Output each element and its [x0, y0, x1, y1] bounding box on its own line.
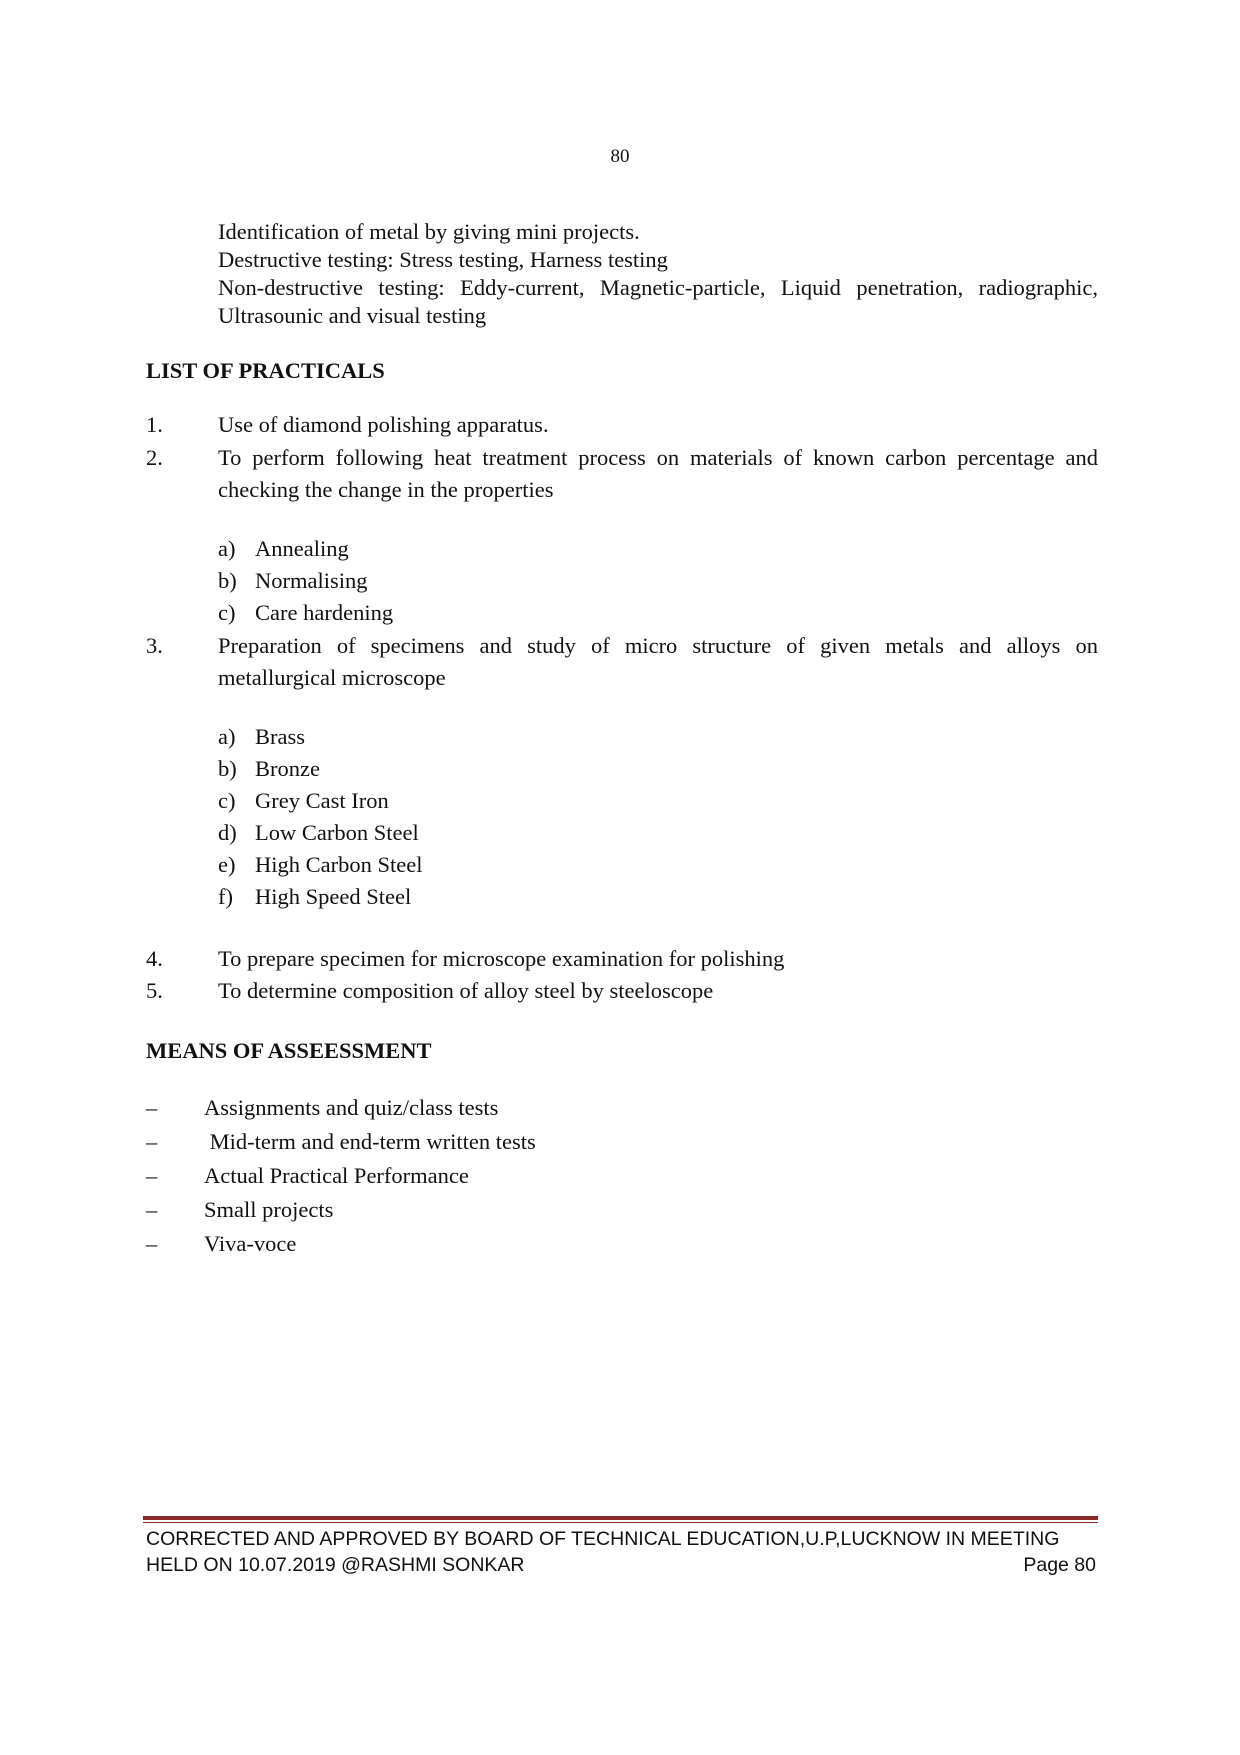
sub-item-text: Normalising — [255, 568, 368, 593]
practical-number: 5. — [146, 978, 163, 1003]
page-number: 80 — [610, 146, 630, 167]
sub-item-text: Brass — [255, 724, 305, 749]
footer-page-label: Page 80 — [1023, 1554, 1096, 1576]
sub-item-letter: e) — [218, 852, 236, 877]
sub-item-letter: a) — [218, 724, 236, 749]
intro-line: Identification of metal by giving mini projects. — [218, 219, 640, 244]
practical-text: To determine composition of alloy steel by steeloscope — [218, 978, 714, 1003]
practical-number: 4. — [146, 946, 163, 971]
practical-text: Use of diamond polishing apparatus. — [218, 412, 549, 437]
intro-block — [218, 218, 1098, 330]
practicals-heading: LIST OF PRACTICALS — [146, 358, 385, 383]
sub-item-letter: c) — [218, 788, 236, 813]
sub-item-letter: b) — [218, 756, 237, 781]
footer-line: CORRECTED AND APPROVED BY BOARD OF TECHNICAL EDUCATION,U.P,LUCKNOW IN MEETING — [146, 1528, 1060, 1550]
sub-item-text: Bronze — [255, 756, 320, 781]
dash-bullet: – — [146, 1163, 158, 1188]
sub-item-text: High Carbon Steel — [255, 852, 423, 877]
sub-item-text: Low Carbon Steel — [255, 820, 419, 845]
assessment-item: Small projects — [204, 1197, 334, 1222]
footer-line-2 — [146, 1552, 1096, 1578]
practical-number: 3. — [146, 633, 163, 658]
sub-item-text: Grey Cast Iron — [255, 788, 389, 813]
practical-number: 2. — [146, 445, 163, 470]
dash-bullet: – — [146, 1095, 158, 1120]
assessment-item: Mid-term and end-term written tests — [204, 1129, 536, 1154]
sub-item-letter: c) — [218, 600, 236, 625]
sub-item-letter: b) — [218, 568, 237, 593]
footer-rule-thin — [143, 1522, 1098, 1523]
dash-bullet: – — [146, 1197, 158, 1222]
sub-item-text: Annealing — [255, 536, 349, 561]
footer-rule — [143, 1516, 1098, 1520]
footer-meeting-info: HELD ON 10.07.2019 @RASHMI SONKAR — [146, 1554, 525, 1576]
footer — [146, 1526, 1096, 1578]
practical-text: To perform following heat treatment process on materials of known carbon percentage and checking the change in the properties — [218, 445, 1098, 502]
intro-line: Destructive testing: Stress testing, Harness testing — [218, 247, 668, 272]
sub-item-letter: f) — [218, 884, 233, 909]
sub-item-letter: d) — [218, 820, 237, 845]
assessment-item: Viva-voce — [204, 1231, 297, 1256]
sub-item-letter: a) — [218, 536, 236, 561]
practical-text: To prepare specimen for microscope examination for polishing — [218, 946, 785, 971]
practical-number: 1. — [146, 412, 163, 437]
dash-bullet: – — [146, 1231, 158, 1256]
intro-line: Non-destructive testing: Eddy-current, Magnetic-particle, Liquid penetration, radiographic, Ultrasounic and visual testing — [218, 275, 1098, 328]
practical-text: Preparation of specimens and study of micro structure of given metals and alloys on metallurgical microscope — [218, 633, 1098, 690]
assessment-item: Actual Practical Performance — [204, 1163, 469, 1188]
sub-item-text: High Speed Steel — [255, 884, 412, 909]
assessment-heading: MEANS OF ASSEESSMENT — [146, 1038, 432, 1063]
sub-item-text: Care hardening — [255, 600, 394, 625]
dash-bullet: – — [146, 1129, 158, 1154]
assessment-item: Assignments and quiz/class tests — [204, 1095, 499, 1120]
